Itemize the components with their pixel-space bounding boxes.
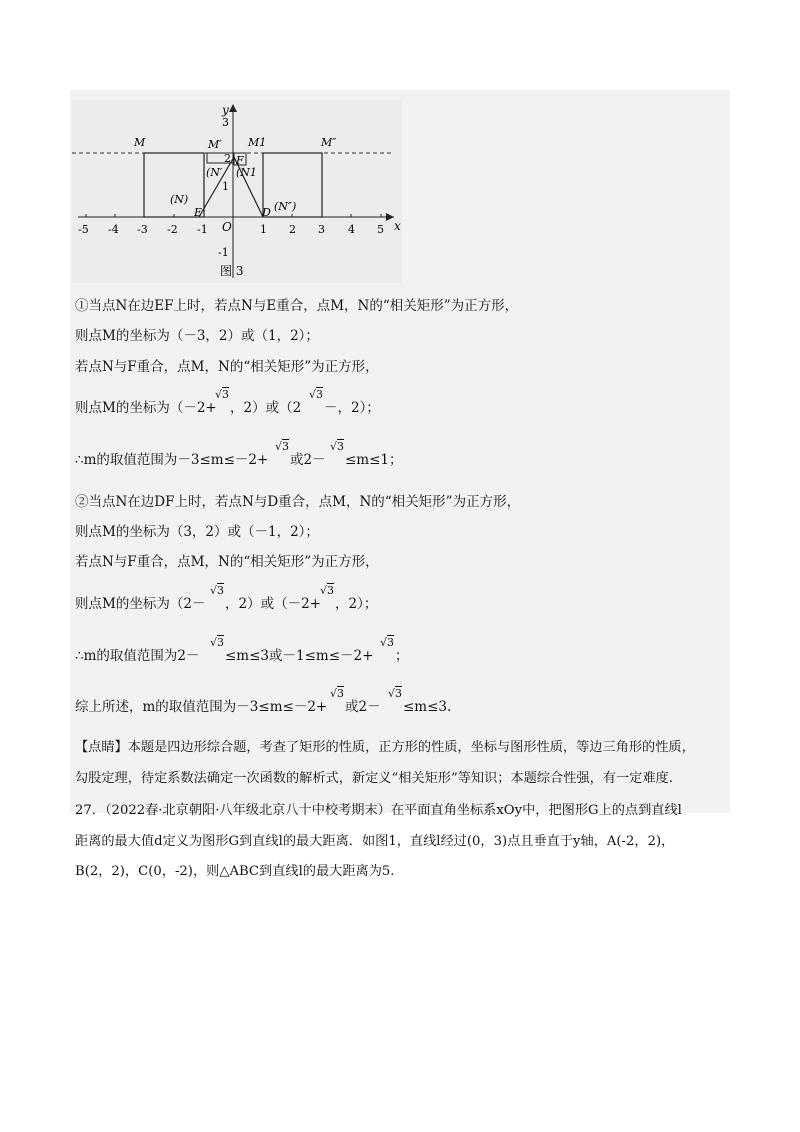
text-line: 勾股定理，待定系数法确定一次函数的解析式，新定义“相关矩形”等知识；本题综合性强，有一定难度. bbox=[75, 771, 673, 786]
figure-caption: 图 3 bbox=[220, 264, 244, 278]
text-line: ①当点N在边EF上时，若点N与E重合，点M，N的“相关矩形”为正方形， bbox=[75, 298, 519, 314]
label-M1: M1 bbox=[248, 136, 267, 149]
text-line: ≤m≤3. bbox=[403, 699, 452, 715]
sqrt3-symbol: √3 bbox=[309, 388, 324, 401]
text-line: ∴m的取值范围为2－ bbox=[75, 648, 200, 664]
x-tick-label: -1 bbox=[197, 223, 208, 236]
text-line: 若点N与F重合，点M，N的“相关矩形”为正方形， bbox=[75, 554, 379, 570]
text-line: 则点M的坐标为（2－ bbox=[75, 596, 206, 612]
sqrt3-symbol: √3 bbox=[380, 636, 395, 649]
text-line: 27．（2022春·北京朝阳·八年级北京八十中校考期末）在平面直角坐标系xOy中，把图形G上的点到直线l bbox=[75, 803, 682, 818]
x-axis-arrow bbox=[386, 213, 394, 221]
text-line: ； bbox=[395, 648, 409, 664]
text-line: ≤m≤1； bbox=[345, 452, 403, 468]
text-line: ②当点N在边DF上时，若点N与D重合，点M，N的“相关矩形”为正方形， bbox=[75, 494, 521, 510]
x-axis-label: x bbox=[394, 219, 401, 233]
y-axis-arrow bbox=[229, 104, 237, 112]
origin-label: O bbox=[222, 220, 232, 234]
text-line: 距离的最大值d定义为图形G到直线l的最大距离．如图1，直线l经过(0，3)点且垂直于y轴，A(-2，2)， bbox=[75, 834, 675, 849]
label-M-prime: M′ bbox=[208, 138, 222, 151]
text-line: 综上所述，m的取值范围为－3≤m≤－2+ bbox=[75, 699, 328, 715]
sqrt3-symbol: √3 bbox=[210, 584, 225, 597]
text-line: 【点睛】本题是四边形综合题，考查了矩形的性质，正方形的性质，坐标与图形性质，等边三角形的性质， bbox=[75, 740, 695, 755]
x-tick-label: -2 bbox=[167, 223, 178, 236]
sqrt3-symbol: √3 bbox=[210, 636, 225, 649]
text-line: B(2，2)，C(0，-2)，则△ABC到直线l的最大距离为5. bbox=[75, 864, 395, 879]
sqrt3-symbol: √3 bbox=[215, 388, 230, 401]
coordinate-figure bbox=[72, 100, 402, 283]
y-tick-label: 1 bbox=[222, 180, 229, 193]
y-tick-label: 2 bbox=[224, 152, 231, 165]
text-line: 则点M的坐标为（3，2）或（－1，2）； bbox=[75, 524, 319, 540]
text-line: ，2）或（－2+ bbox=[225, 596, 321, 612]
text-line: 则点M的坐标为（－2+ bbox=[75, 400, 217, 416]
label-N-prime: (N′ bbox=[206, 166, 223, 179]
text-line: 若点N与F重合，点M，N的“相关矩形”为正方形， bbox=[75, 359, 379, 375]
x-tick-label: 2 bbox=[289, 223, 296, 236]
label-D: D bbox=[262, 206, 271, 219]
x-tick-label: -4 bbox=[108, 223, 119, 236]
x-tick-label: 4 bbox=[348, 223, 355, 236]
figure-svg bbox=[72, 100, 402, 283]
text-line: ，2）； bbox=[335, 596, 378, 612]
sqrt3-symbol: √3 bbox=[388, 687, 403, 700]
label-E: E bbox=[194, 206, 203, 219]
label-M: M bbox=[134, 136, 146, 149]
label-M-double-prime: M″ bbox=[321, 136, 337, 149]
sqrt3-symbol: √3 bbox=[275, 440, 290, 453]
x-tick-label: -5 bbox=[78, 223, 89, 236]
x-tick-label: 1 bbox=[260, 223, 267, 236]
label-N: (N) bbox=[170, 193, 189, 206]
label-N-double-prime: (N″) bbox=[274, 200, 297, 213]
y-tick-label: 3 bbox=[222, 116, 229, 129]
sqrt3-symbol: √3 bbox=[330, 687, 345, 700]
label-F: F bbox=[236, 154, 244, 167]
text-line: ∴m的取值范围为－3≤m≤－2+ bbox=[75, 452, 269, 468]
text-line: 或2－ bbox=[290, 452, 326, 468]
x-tick-label: -3 bbox=[137, 223, 148, 236]
label-N1: (N1 bbox=[236, 166, 257, 179]
text-line: ，2）或（2 bbox=[230, 400, 302, 416]
x-tick-label: 5 bbox=[377, 223, 384, 236]
text-line: 则点M的坐标为（－3，2）或（1，2）； bbox=[75, 328, 319, 344]
sqrt3-symbol: √3 bbox=[320, 584, 335, 597]
y-axis-label: y bbox=[222, 103, 229, 117]
text-line: ≤m≤3或－1≤m≤－2+ bbox=[225, 648, 374, 664]
text-line: 或2－ bbox=[345, 699, 381, 715]
y-tick-label: -1 bbox=[218, 246, 229, 259]
sqrt3-symbol: √3 bbox=[330, 440, 345, 453]
text-line: －，2）； bbox=[324, 400, 380, 416]
x-tick-label: 3 bbox=[318, 223, 325, 236]
